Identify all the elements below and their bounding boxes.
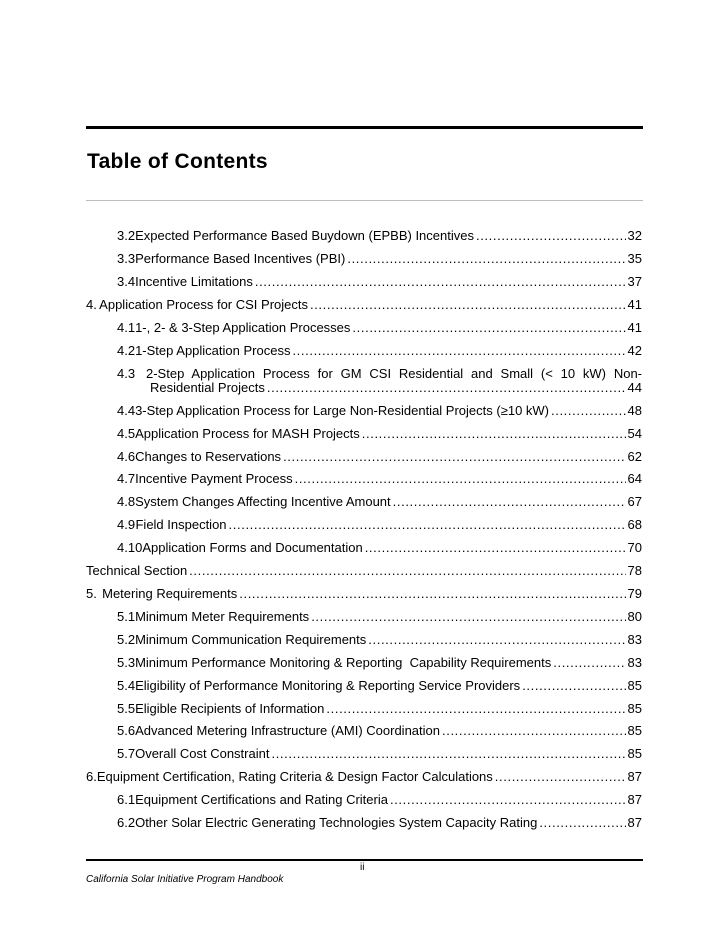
toc-page: 67	[627, 494, 642, 509]
dot-leader	[495, 769, 626, 785]
toc-page: 41	[627, 320, 642, 335]
toc-label: Eligibility of Performance Monitoring & Reporting Service Providers	[135, 678, 521, 693]
dot-leader	[393, 494, 626, 510]
toc-page: 44	[627, 380, 642, 395]
toc-page: 87	[627, 815, 642, 830]
dot-leader	[292, 343, 625, 359]
toc-page: 54	[627, 426, 642, 441]
title-divider	[86, 200, 643, 201]
toc-label: Equipment Certifications and Rating Criteria	[135, 792, 388, 807]
toc-label: Technical Section	[86, 563, 188, 578]
dot-leader	[522, 678, 625, 694]
toc-page: 70	[627, 540, 642, 555]
dot-leader	[229, 517, 626, 533]
dot-leader	[271, 746, 625, 762]
toc-label: Expected Performance Based Buydown (EPBB) Incentives	[135, 228, 474, 243]
toc-page: 68	[627, 517, 642, 532]
toc-page: 83	[627, 655, 642, 670]
toc-label: Advanced Metering Infrastructure (AMI) Coordination	[135, 723, 440, 738]
toc-number: 4.4	[117, 403, 136, 418]
toc-number: 5.6	[117, 723, 136, 738]
dot-leader	[267, 380, 626, 396]
toc-page: 37	[627, 274, 642, 289]
dot-leader	[255, 274, 626, 290]
toc-page: 85	[627, 746, 642, 761]
toc-page: 87	[627, 769, 642, 784]
toc-label: Incentive Limitations	[135, 274, 253, 289]
toc-label: 1-Step Application Process	[135, 343, 291, 358]
toc-page: 35	[627, 251, 642, 266]
toc-number: 3.2	[117, 228, 136, 243]
toc-label: Minimum Performance Monitoring & Reporting Capability Requirements	[135, 655, 552, 670]
dot-leader	[326, 701, 625, 717]
toc-page: 64	[627, 471, 642, 486]
toc-label: Changes to Reservations	[135, 449, 282, 464]
toc-label: Application Process for MASH Projects	[135, 426, 360, 441]
toc-label: Incentive Payment Process	[135, 471, 293, 486]
toc-label: Other Solar Electric Generating Technologies System Capacity Rating	[135, 815, 538, 830]
toc-label: Field Inspection	[135, 517, 227, 532]
toc-number: 4.1	[117, 320, 136, 335]
dot-leader	[476, 228, 626, 244]
page-title: Table of Contents	[87, 150, 268, 173]
toc-label: 3-Step Application Process for Large Non-Residential Projects (≥10 kW)	[135, 403, 550, 418]
toc-number: 4.5	[117, 426, 136, 441]
toc-number: 4.8	[117, 494, 136, 509]
dot-leader	[553, 655, 625, 671]
top-rule	[86, 126, 643, 129]
toc-page: 79	[627, 586, 642, 601]
toc-label: Eligible Recipients of Information	[135, 701, 325, 716]
toc-number: 5.4	[117, 678, 136, 693]
toc-number: 4.2	[117, 343, 136, 358]
toc-label: Performance Based Incentives (PBI)	[135, 251, 346, 266]
toc-number: 5.7	[117, 746, 136, 761]
toc-label: Minimum Communication Requirements	[135, 632, 367, 647]
page-number: ii	[360, 862, 365, 873]
toc-number: 4.10	[117, 540, 143, 555]
footer-handbook-title: California Solar Initiative Program Handbook	[86, 874, 284, 885]
toc-label: Application Forms and Documentation	[142, 540, 363, 555]
dot-leader	[283, 449, 625, 465]
toc-number: 4.3	[117, 366, 136, 381]
dot-leader	[189, 563, 625, 579]
toc-number: 3.4	[117, 274, 136, 289]
toc-label-continued: Residential Projects	[150, 380, 265, 395]
toc-label: Equipment Certification, Rating Criteria & Design Factor Calculations	[96, 769, 493, 784]
toc-number: 5.1	[117, 609, 136, 624]
toc-page: 85	[627, 678, 642, 693]
toc-label: 2-Step Application Process for GM CSI Residential and Small (< 10 kW) Non-	[146, 366, 642, 381]
toc-number: 4.7	[117, 471, 136, 486]
toc-page: 41	[627, 297, 642, 312]
toc-number: 5.3	[117, 655, 136, 670]
toc-label: 1-, 2- & 3-Step Application Processes	[135, 320, 351, 335]
dot-leader	[390, 792, 626, 808]
toc-number: 5.5	[117, 701, 136, 716]
toc-number: 5.2	[117, 632, 136, 647]
dot-leader	[295, 471, 626, 487]
dot-leader	[310, 297, 626, 313]
toc-label: Minimum Meter Requirements	[135, 609, 310, 624]
toc-number: 6.2	[117, 815, 136, 830]
footer-rule	[86, 859, 643, 861]
dot-leader	[551, 403, 626, 419]
toc-page: 83	[627, 632, 642, 647]
toc-label: Metering Requirements	[102, 586, 238, 601]
toc-label: System Changes Affecting Incentive Amount	[135, 494, 391, 509]
toc-label: Application Process for CSI Projects	[99, 297, 308, 312]
dot-leader	[368, 632, 625, 648]
toc-page: 85	[627, 723, 642, 738]
dot-leader	[352, 320, 625, 336]
dot-leader	[365, 540, 626, 556]
dot-leader	[347, 251, 625, 267]
toc-page: 80	[627, 609, 642, 624]
toc-page: 32	[627, 228, 642, 243]
dot-leader	[539, 815, 625, 831]
toc-page: 87	[627, 792, 642, 807]
toc-label: Overall Cost Constraint	[135, 746, 270, 761]
toc-number: 4.9	[117, 517, 136, 532]
toc-number: 5.	[86, 586, 97, 601]
toc-page: 42	[627, 343, 642, 358]
toc-page: 85	[627, 701, 642, 716]
toc-page: 62	[627, 449, 642, 464]
toc-page: 48	[627, 403, 642, 418]
dot-leader	[239, 586, 625, 602]
toc-number: 4.6	[117, 449, 136, 464]
toc-number: 4.	[86, 297, 97, 312]
toc-page: 78	[627, 563, 642, 578]
dot-leader	[442, 723, 626, 739]
dot-leader	[362, 426, 626, 442]
toc-number: 6.1	[117, 792, 136, 807]
toc-number: 3.3	[117, 251, 136, 266]
toc-number: 6.	[86, 769, 97, 784]
dot-leader	[311, 609, 625, 625]
